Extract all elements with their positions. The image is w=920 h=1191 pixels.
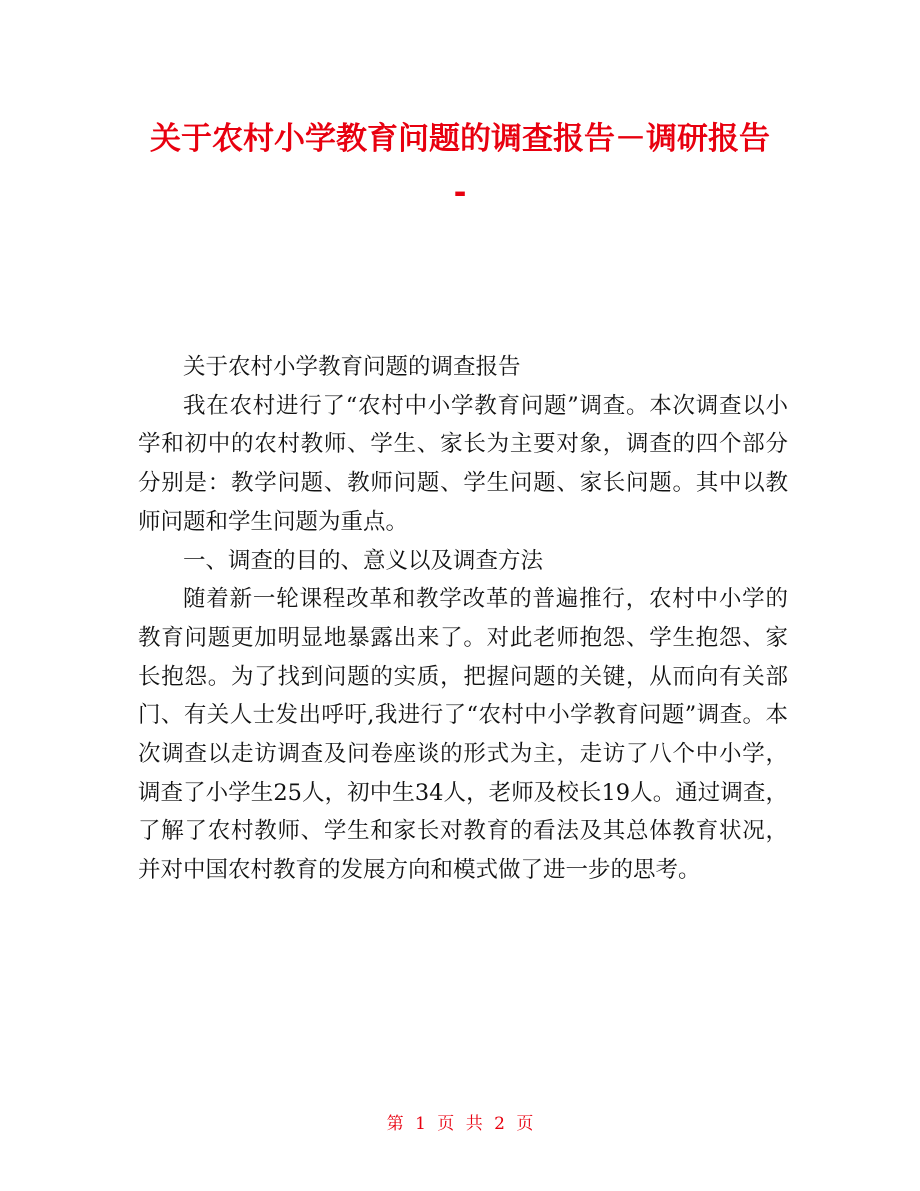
paragraph-intro: 我在农村进行了“农村中小学教育问题”调查。本次调查以小学和初中的农村教师、学生、家长为主要对象，调查的四个部分分别是：教学问题、教师问题、学生问题、家长问题。其中以教师问题和学生问题为重点。 xyxy=(138,392,788,535)
title-line-2: - xyxy=(453,175,467,211)
paragraph-purpose: 随着新一轮课程改革和教学改革的普遍推行，农村中小学的教育问题更加明显地暴露出来了。对此老师抱怨、学生抱怨、家长抱怨。为了找到问题的实质，把握问题的关键，从而向有关部门、有关人士发出呼吁,我进行了“农村中小学教育问题”调查。本次调查以走访调查及问卷座谈的形式为主，走访了八个中小学，调查了小学生25人，初中生34人，老师及校长19人。通过调查，了解了农村教师、学生和家长对教育的看法及其总体教育状况，并对中国农村教育的发展方向和模式做了进一步的思考。 xyxy=(138,586,788,884)
paragraph-subtitle: 关于农村小学教育问题的调查报告 xyxy=(183,354,521,380)
page-number-footer: 第 1 页 共 2 页 xyxy=(386,1114,534,1134)
document-body xyxy=(138,348,788,890)
section-heading-purpose: 一、调查的目的、意义以及调查方法 xyxy=(183,547,544,574)
document-title xyxy=(120,112,800,220)
title-line-1: 关于农村小学教育问题的调查报告－调研报告 xyxy=(150,121,770,157)
